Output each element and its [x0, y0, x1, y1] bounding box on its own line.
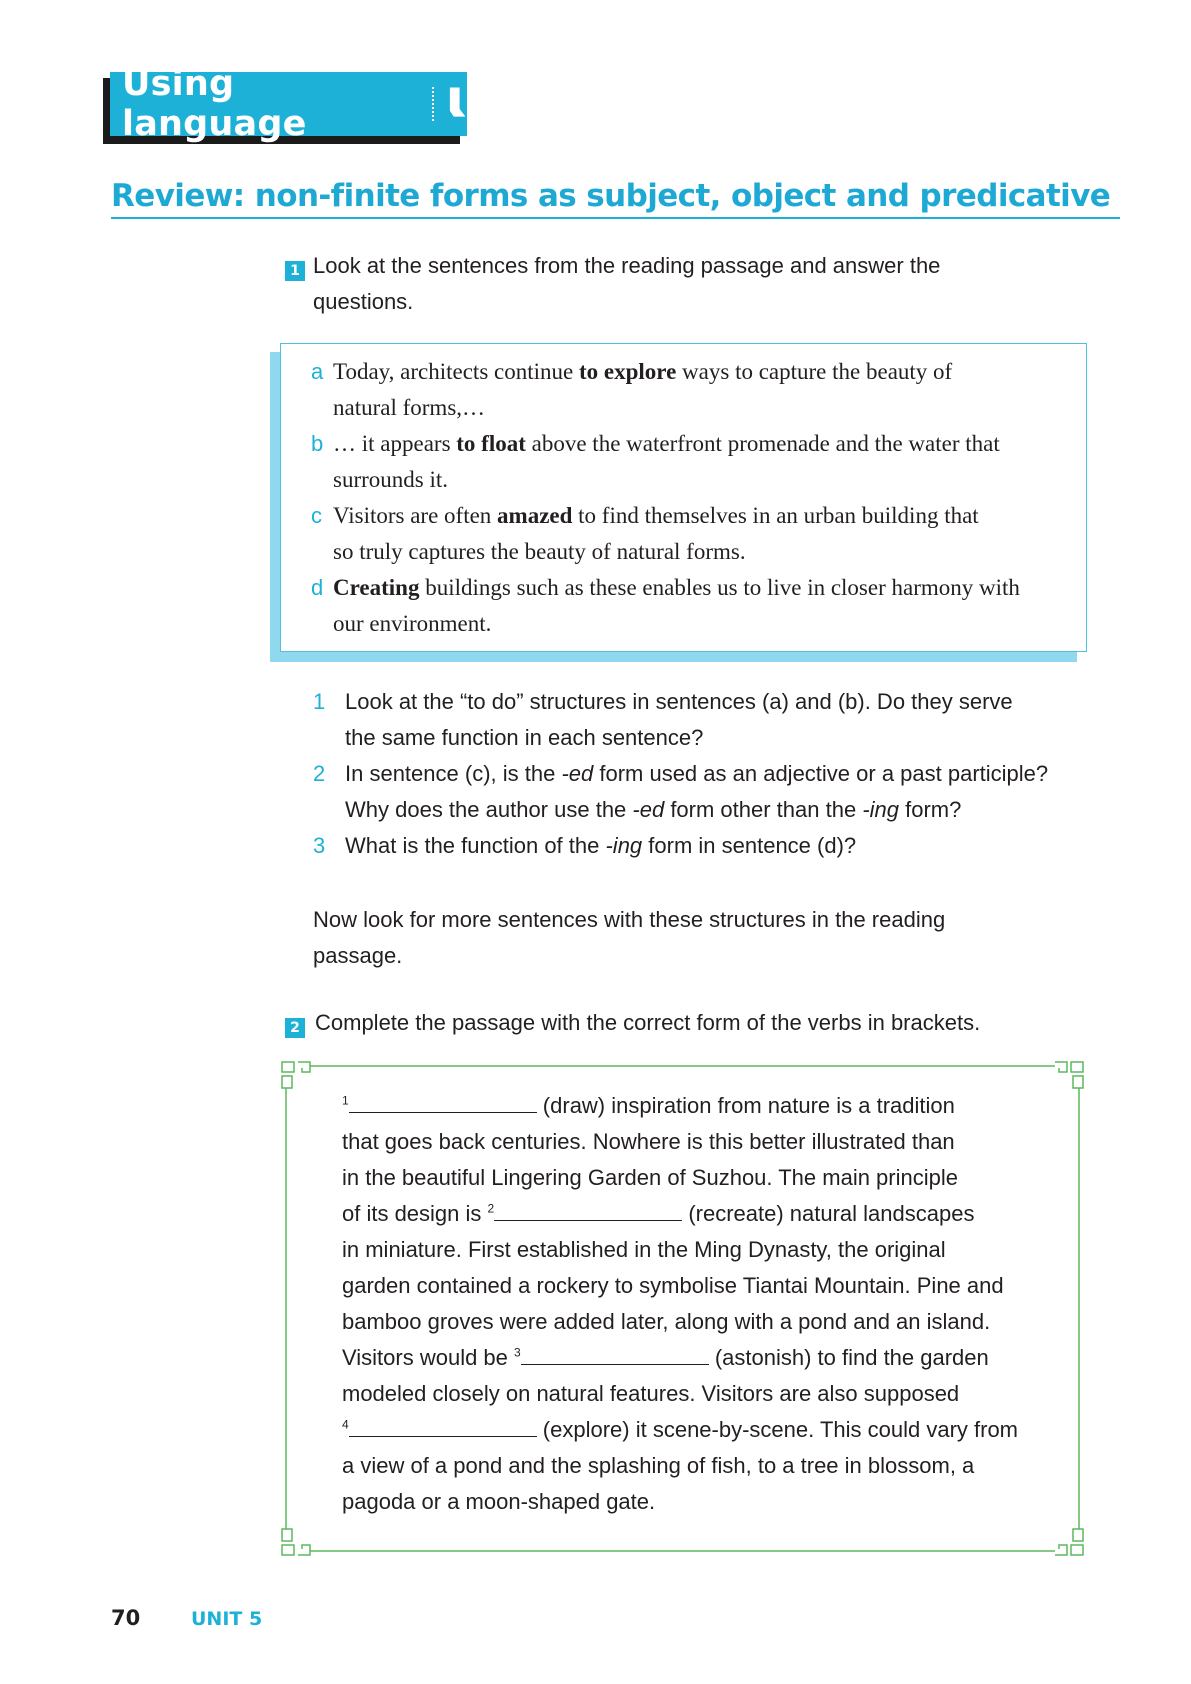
sentence-letter: b	[311, 431, 324, 456]
sentence-text: natural forms,…	[333, 395, 486, 420]
section-banner	[110, 64, 467, 144]
sentence-text: so truly captures the beauty of natural forms.	[333, 539, 746, 564]
banner-title: Using language	[122, 64, 307, 144]
passage-line	[342, 1088, 1042, 1124]
question-text: Look at the “to do” structures in sentences (a) and (b). Do they serve	[345, 689, 1013, 714]
passage-line: bamboo groves were added later, along with a pond and an island.	[342, 1309, 991, 1334]
sentence-item	[311, 570, 1081, 642]
question-text: In sentence (c), is the	[345, 761, 562, 786]
sentence-item	[311, 354, 1081, 426]
answer-blank[interactable]	[494, 1198, 682, 1221]
passage-text-span: (astonish) to find the garden	[708, 1345, 989, 1370]
instruction-line: questions.	[313, 289, 414, 314]
question-number: 2	[313, 761, 326, 786]
sentence-text: ways to capture the beauty of	[676, 359, 953, 384]
sentence-text: buildings such as these enables us to live in closer harmony with	[419, 575, 1020, 600]
passage-line: a view of a pond and the splashing of fish, to a tree in blossom, a	[342, 1453, 975, 1478]
activity-number-badge: 2	[285, 1018, 305, 1038]
sentence-text: Visitors are often	[333, 503, 498, 528]
sentence-highlight: amazed	[497, 503, 573, 528]
question-text: form?	[899, 797, 962, 822]
sentence-letter: d	[311, 575, 324, 600]
passage-line: that goes back centuries. Nowhere is this better illustrated than	[342, 1129, 955, 1154]
passage-line	[342, 1340, 1042, 1376]
question-italic: -ing	[862, 797, 899, 822]
question-list	[313, 684, 1113, 864]
sentence-letter: a	[311, 359, 324, 384]
passage-text-span: (recreate) natural landscapes	[682, 1201, 975, 1226]
question-item	[313, 756, 1113, 828]
unit-label: UNIT 5	[191, 1608, 263, 1630]
blank-number: 4	[342, 1417, 349, 1432]
sentence-list	[311, 354, 1081, 642]
sentence-letter: c	[311, 503, 322, 528]
bookmark-icon	[446, 85, 467, 123]
question-number: 3	[313, 833, 326, 858]
sentence-highlight: Creating	[333, 575, 420, 600]
sentence-item	[311, 498, 1081, 570]
passage-line: modeled closely on natural features. Visitors are also supposed	[342, 1381, 960, 1406]
question-text: the same function in each sentence?	[345, 725, 704, 750]
passage-text-span: of its design is	[342, 1201, 488, 1226]
page-number: 70	[111, 1606, 141, 1630]
question-italic: -ed	[632, 797, 665, 822]
answer-blank[interactable]	[349, 1090, 537, 1113]
passage-text-span: (draw) inspiration from nature is a tradition	[536, 1093, 955, 1118]
sentence-text: Today, architects continue	[333, 359, 579, 384]
question-text: form in sentence (d)?	[642, 833, 857, 858]
question-item	[313, 828, 1113, 864]
sentence-text: … it appears	[333, 431, 457, 456]
heading-rule	[111, 217, 1120, 219]
sentence-text: above the waterfront promenade and the water that	[525, 431, 1000, 456]
sentence-text: our environment.	[333, 611, 492, 636]
passage-line: in miniature. First established in the Ming Dynasty, the original	[342, 1237, 946, 1262]
follow-up-instruction	[313, 902, 945, 974]
passage-text-span: (explore) it scene-by-scene. This could vary from	[536, 1417, 1019, 1442]
question-text: Why does the author use the	[345, 797, 633, 822]
activity-instruction	[313, 248, 940, 320]
question-italic: -ed	[561, 761, 594, 786]
passage-line: pagoda or a moon-shaped gate.	[342, 1489, 656, 1514]
passage-line: in the beautiful Lingering Garden of Suzhou. The main principle	[342, 1165, 958, 1190]
passage-line	[342, 1196, 1042, 1232]
instruction-line: passage.	[313, 943, 403, 968]
sentence-highlight: to explore	[578, 359, 677, 384]
answer-blank[interactable]	[521, 1342, 709, 1365]
activity-instruction: Complete the passage with the correct form of the verbs in brackets.	[315, 1010, 981, 1035]
blank-number: 2	[487, 1201, 495, 1216]
question-italic: -ing	[605, 833, 643, 858]
passage-line	[342, 1412, 1042, 1448]
question-item	[313, 684, 1113, 756]
question-text: form used as an adjective or a past participle?	[593, 761, 1049, 786]
passage-line: garden contained a rockery to symbolise Tiantai Mountain. Pine and	[342, 1273, 1004, 1298]
blank-number: 3	[514, 1345, 521, 1360]
answer-blank[interactable]	[349, 1414, 537, 1437]
sentence-text: to find themselves in an urban building that	[572, 503, 979, 528]
sentence-text: surrounds it.	[333, 467, 448, 492]
question-number: 1	[313, 689, 326, 714]
passage-text	[342, 1088, 1042, 1520]
question-text: form other than the	[664, 797, 863, 822]
section-heading: Review: non-finite forms as subject, object and predicative	[111, 178, 1111, 214]
instruction-line: Look at the sentences from the reading passage and answer the	[313, 253, 941, 278]
activity-number-badge: 1	[285, 261, 305, 281]
sentence-item	[311, 426, 1081, 498]
passage-text-span: Visitors would be	[342, 1345, 515, 1370]
blank-number: 1	[342, 1093, 349, 1108]
banner-divider	[432, 87, 434, 121]
sentence-highlight: to float	[456, 431, 526, 456]
instruction-line: Now look for more sentences with these structures in the reading	[313, 907, 946, 932]
question-text: What is the function of the	[345, 833, 606, 858]
